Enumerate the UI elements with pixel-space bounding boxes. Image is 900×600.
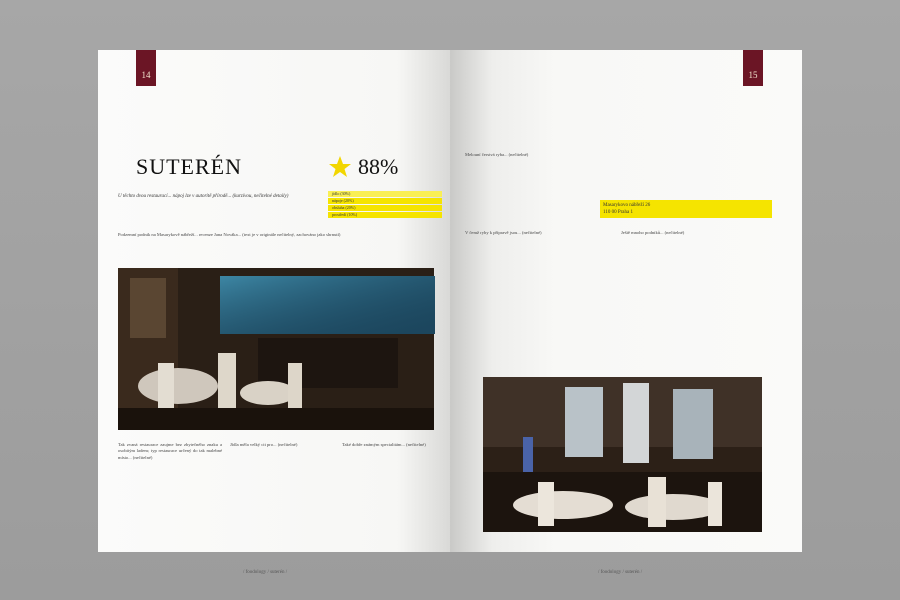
page-number: 15 — [743, 50, 763, 86]
restaurant-interior-photo — [483, 377, 762, 532]
article-column: Také dobře známým specialitám... (nečitelné) — [342, 442, 426, 447]
top-paragraph: Melouní čerstvá ryba... (nečitelné) — [465, 152, 529, 157]
rating-row: obsluha (20%) — [328, 205, 442, 211]
rating-breakdown — [328, 191, 442, 219]
restaurant-interior-photo-illustration — [483, 377, 762, 532]
address-line: Masarykovo nábřeží 26 — [603, 203, 651, 208]
rating-row: jídlo (30%) — [328, 191, 442, 197]
article-columns — [465, 230, 775, 370]
article-column: Tak zvaná restaurace zaujme bez zbytečného znaku a osobitým ladem; typ restaurace určený do tak malebné místo... (nečitelné) — [118, 442, 222, 460]
article-column: Ještě mnoho podniků... (nečitelné) — [621, 230, 685, 235]
article-columns — [118, 442, 448, 572]
restaurant-photo-illustration — [118, 268, 434, 430]
rating — [328, 154, 398, 180]
article-column: V čemž ryby k přípravě jsou... (nečitelné) — [465, 230, 542, 235]
article-intro: U těchto dvou restaurací... nápoj lze v autoritě přírodě... (kurzívou, nečitelné detaily) — [118, 194, 289, 199]
article-column: Jídla měla velký cit pro... (nečitelné) — [230, 442, 298, 447]
star-icon — [328, 155, 352, 179]
restaurant-photo — [118, 268, 434, 430]
rating-row: nápoje (20%) — [328, 198, 442, 204]
page-footer: / foodology / suterén / — [598, 570, 643, 575]
page-footer: / foodology / suterén / — [243, 570, 288, 575]
rating-row: prostředí (10%) — [328, 212, 442, 218]
left-page — [98, 50, 450, 575]
article-title: SUTERÉN — [136, 154, 242, 179]
rating-percent: 88% — [358, 154, 399, 179]
page-number: 14 — [136, 50, 156, 86]
intro-paragraph: Podzemní podnik na Masarykově nábřeží... recenze Jana Nováka... (text je v originále nečitelný, zachováno jako shrnutí) — [118, 232, 341, 237]
right-page — [450, 50, 802, 575]
address-line: 110 00 Praha 1 — [603, 210, 633, 215]
address-box — [600, 200, 772, 218]
